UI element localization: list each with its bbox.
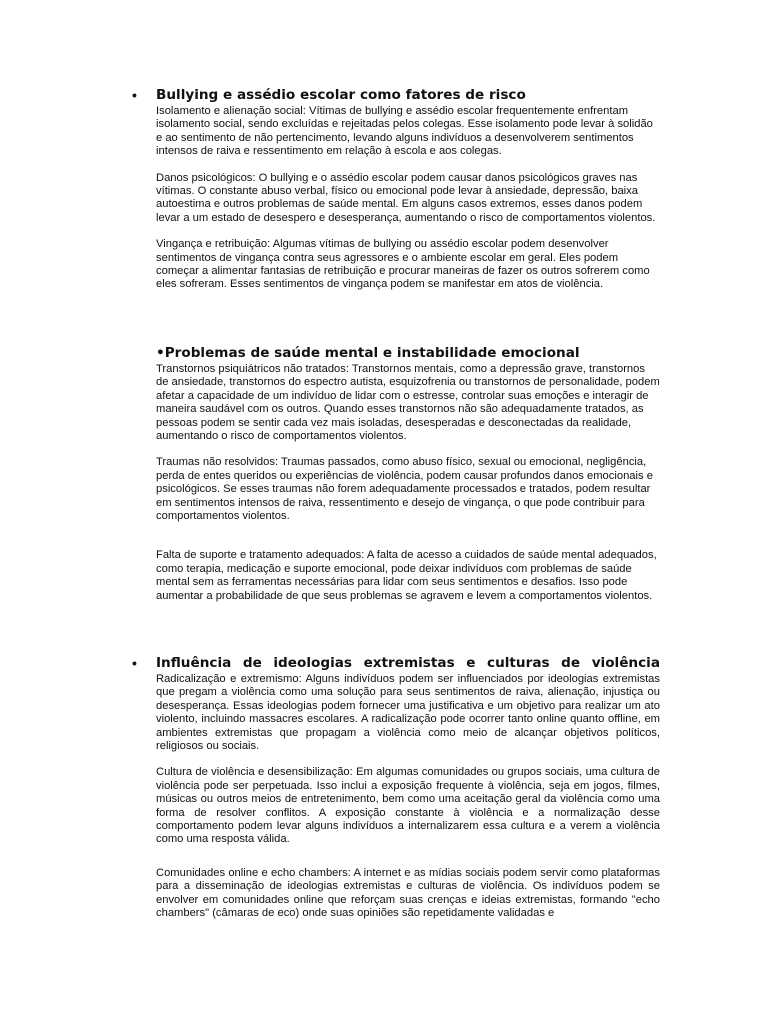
paragraph: Cultura de violência e desensibilização: Em algumas comunidades ou grupos sociais, uma cultura de violência pode ser perpetuada. Isso inclui a exposição frequente à violência, seja em jogos, filmes, músicas ou outros meios de entretenimento, bem como uma aceitação geral da violência como uma forma de resolver conflitos. A exposição constante à violência e a normalização desse comportamento podem levar alguns indivíduos a internalizarem essa cultura e a verem a violência como uma resposta válida. xyxy=(156,766,660,846)
section-extremism xyxy=(132,654,660,921)
paragraph: Transtornos psiquiátricos não tratados: Transtornos mentais, como a depressão grave, transtornos de ansiedade, transtornos do espectro autista, esquizofrenia ou transtornos de personalidade, podem afetar a capacidade de um indivíduo de lidar com o estresse, controlar suas emoções e interagir de maneira saudável com os outros. Quando esses transtornos não são adequadamente tratados, as pessoas podem se sentir cada vez mais isoladas, desesperadas e desconectadas da realidade, aumentando o risco de comportamentos violentos. xyxy=(156,363,660,443)
section-title: Influência de ideologias extremistas e culturas de violência xyxy=(156,655,660,671)
section-mental-health xyxy=(156,344,660,603)
paragraph: Falta de suporte e tratamento adequados: A falta de acesso a cuidados de saúde mental adequados, como terapia, medicação e suporte emocional, pode deixar indivíduos com problemas de saúde mental sem as ferramentas necessárias para lidar com seus sentimentos e desafios. Isso pode aumentar a probabilidade de que seus problemas se agravem e levem a comportamentos violentos. xyxy=(156,549,657,602)
section-bullying xyxy=(132,86,660,292)
paragraph: Vingança e retribuição: Algumas vítimas de bullying ou assédio escolar podem desenvolver sentimentos de vingança contra seus agressores e o ambiente escolar em geral. Eles podem começar a alimentar fantasias de retribuição e procurar maneiras de fazer os outros sofrerem como eles sofreram. Esses sentimentos de vingança podem se manifestar em atos de violência. xyxy=(156,238,650,291)
bullet-icon: • xyxy=(132,87,137,103)
paragraph: Radicalização e extremismo: Alguns indivíduos podem ser influenciados por ideologias extremistas que pregam a violência como uma solução para seus sentimentos de raiva, alienação, injustiça ou desesperança. Essas ideologias podem fornecer uma justificativa e um objetivo para realizar um ato violento, incluindo massacres escolares. A radicalização pode ocorrer tanto online quanto offline, em ambientes extremistas que propagam a violência como meio de alcançar objetivos políticos, religiosos ou sociais. xyxy=(156,673,660,753)
bullet-icon: • xyxy=(132,655,137,671)
section-title: •Problemas de saúde mental e instabilidade emocional xyxy=(156,345,580,361)
paragraph: Danos psicológicos: O bullying e o assédio escolar podem causar danos psicológicos graves nas vítimas. O constante abuso verbal, físico ou emocional pode levar à ansiedade, depressão, baixa autoestima e outros problemas de saúde mental. Em alguns casos extremos, esses danos podem levar a um estado de desespero e desesperança, aumentando o risco de comportamentos violentos. xyxy=(156,171,656,224)
paragraph: Traumas não resolvidos: Traumas passados, como abuso físico, sexual ou emocional, negligência, perda de entes queridos ou experiências de violência, podem causar profundos danos emocionais e psicológicos. Se esses traumas não forem adequadamente processados e tratados, podem resultar em sentimentos intensos de raiva, ressentimento e desejo de vingança, o que pode contribuir para comportamentos violentos. xyxy=(156,456,653,523)
section-title: Bullying e assédio escolar como fatores de risco xyxy=(156,87,526,103)
paragraph: Isolamento e alienação social: Vítimas de bullying e assédio escolar frequentemente enfrentam isolamento social, sendo excluídas e rejeitadas pelos colegas. Esse isolamento pode levar à solidão e ao sentimento de não pertencimento, levando alguns indivíduos a desenvolverem sentimentos intensos de raiva e ressentimento em relação à escola e aos colegas. xyxy=(156,105,653,158)
paragraph: Comunidades online e echo chambers: A internet e as mídias sociais podem servir como plataformas para a disseminação de ideologias extremistas e culturas de violência. Os indivíduos podem se envolver em comunidades online que reforçam suas crenças e ideias extremistas, formando "echo chambers" (câmaras de eco) onde suas opiniões são repetidamente validadas e xyxy=(156,866,660,920)
